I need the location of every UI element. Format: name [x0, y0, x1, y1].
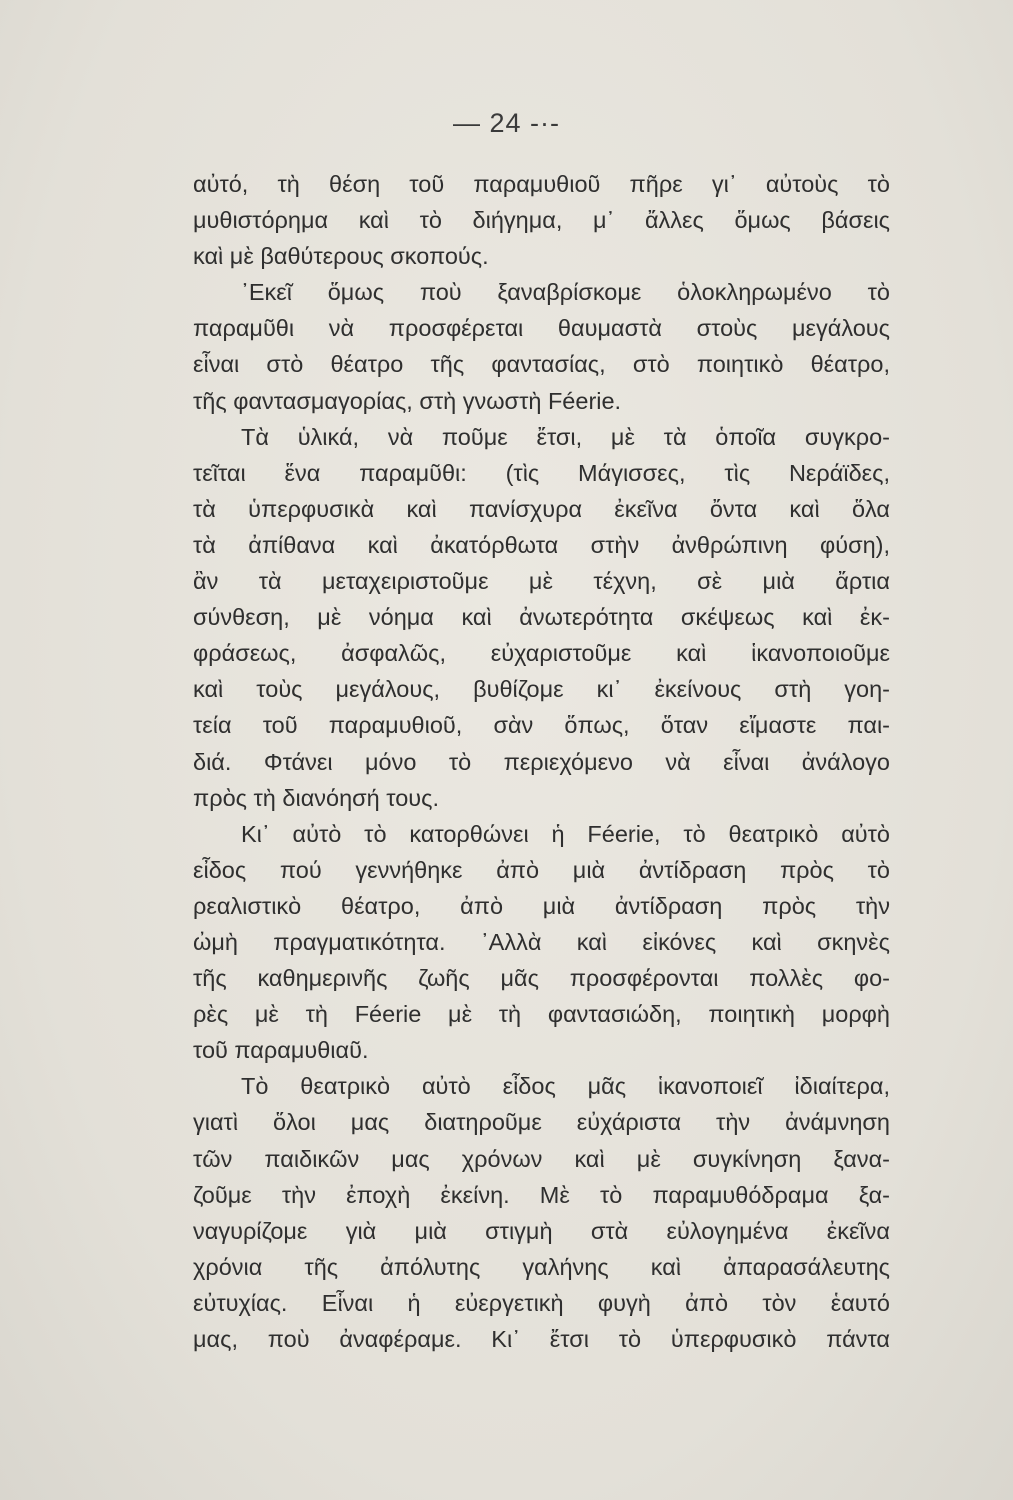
- text-line: διά. Φτάνει μόνο τὸ περιεχόμενο νὰ εἶναι ἀνάλογο: [193, 748, 890, 775]
- text-line: ᾿Εκεῖ ὅμως ποὺ ξαναβρίσκομε ὁλοκληρωμένο τὸ: [241, 279, 890, 306]
- text-line: τῆς καθημερινῆς ζωῆς μᾶς προσφέρονται πολλὲς φο-: [193, 965, 890, 992]
- text-line: ρὲς μὲ τὴ Féerie μὲ τὴ φαντασιώδη, ποιητικὴ μορφὴ: [193, 1001, 890, 1028]
- text-line: καὶ τοὺς μεγάλους, βυθίζομε κι᾿ ἐκείνους στὴ γοη-: [193, 676, 890, 703]
- paragraph-2: [193, 274, 890, 418]
- text-line: μας, ποὺ ἀναφέραμε. Κι᾿ ἔτσι τὸ ὑπερφυσικὸ πάντα: [193, 1326, 890, 1352]
- text-line: τὰ ὑπερφυσικὰ καὶ πανίσχυρα ἐκεῖνα ὄντα καὶ ὅλα: [193, 495, 890, 522]
- paragraph-1: [193, 166, 890, 274]
- page-number: — 24 -·-: [452, 108, 560, 138]
- text-line: πρὸς τὴ διανόησή τους.: [193, 784, 439, 811]
- text-line: ρεαλιστικὸ θέατρο, ἀπὸ μιὰ ἀντίδραση πρὸς τὴν: [193, 892, 890, 919]
- text-line: ναγυρίζομε γιὰ μιὰ στιγμὴ στὰ εὐλογημένα ἐκεῖνα: [193, 1217, 890, 1244]
- text-line: Κι᾿ αὐτὸ τὸ κατορθώνει ἡ Féerie, τὸ θεατρικὸ αὐτὸ: [241, 820, 890, 847]
- text-line: Τὸ θεατρικὸ αὐτὸ εἶδος μᾶς ἱκανοποιεῖ ἰδιαίτερα,: [241, 1073, 890, 1100]
- text-line: σύνθεση, μὲ νόημα καὶ ἀνωτερότητα σκέψεως καὶ ἐκ-: [193, 604, 890, 631]
- text-line: τεῖται ἕνα παραμῦθι: (τὶς Μάγισσες, τὶς Νεράϊδες,: [193, 459, 890, 486]
- text-line: χρόνια τῆς ἀπόλυτης γαλήνης καὶ ἀπαρασάλευτης: [193, 1253, 890, 1280]
- text-line: τεία τοῦ παραμυθιοῦ, σὰν ὅπως, ὅταν εἴμαστε παι-: [193, 712, 890, 739]
- text-line: αὐτό, τὴ θέση τοῦ παραμυθιοῦ πῆρε γι᾿ αὐτοὺς τὸ: [193, 171, 890, 197]
- text-line: εἶναι στὸ θέατρο τῆς φαντασίας, στὸ ποιητικὸ θέατρο,: [193, 351, 890, 378]
- text-line: καὶ μὲ βαθύτερους σκοπούς.: [193, 243, 489, 270]
- text-line: μυθιστόρημα καὶ τὸ διήγημα, μ᾿ ἄλλες ὅμως βάσεις: [193, 207, 890, 234]
- paragraph-4: [193, 816, 890, 1069]
- paragraph-5: [193, 1068, 890, 1357]
- text-line: εἶδος πού γεννήθηκε ἀπὸ μιὰ ἀντίδραση πρὸς τὸ: [193, 856, 890, 883]
- text-line: ἂν τὰ μεταχειριστοῦμε μὲ τέχνη, σὲ μιὰ ἄρτια: [193, 568, 890, 595]
- text-line: τοῦ παραμυθιαῦ.: [193, 1037, 369, 1064]
- text-line: ζοῦμε τὴν ἐποχὴ ἐκείνη. Μὲ τὸ παραμυθόδραμα ξα-: [193, 1181, 890, 1208]
- text-line: τῶν παιδικῶν μας χρόνων καὶ μὲ συγκίνηση ξανα-: [193, 1145, 890, 1172]
- body-text: [193, 166, 890, 1357]
- text-line: γιατὶ ὅλοι μας διατηροῦμε εὐχάριστα τὴν ἀνάμνηση: [193, 1109, 890, 1136]
- text-line: τὰ ἀπίθανα καὶ ἀκατόρθωτα στὴν ἀνθρώπινη φύση),: [193, 531, 890, 558]
- text-line: Τὰ ὑλικά, νὰ ποῦμε ἔτσι, μὲ τὰ ὁποῖα συγκρο-: [241, 423, 890, 450]
- text-line: φράσεως, ἀσφαλῶς, εὐχαριστοῦμε καὶ ἱκανοποιοῦμε: [193, 640, 890, 667]
- text-line: τῆς φαντασμαγορίας, στὴ γνωστὴ Féerie.: [193, 387, 622, 414]
- text-line: ὠμὴ πραγματικότητα. ᾿Αλλὰ καὶ εἰκόνες καὶ σκηνὲς: [193, 928, 890, 955]
- paragraph-3: [193, 419, 890, 816]
- text-line: εὐτυχίας. Εἶναι ἡ εὐεργετικὴ φυγὴ ἀπὸ τὸν ἑαυτό: [193, 1289, 890, 1316]
- text-line: παραμῦθι νὰ προσφέρεται θαυμαστὰ στοὺς μεγάλους: [193, 315, 890, 342]
